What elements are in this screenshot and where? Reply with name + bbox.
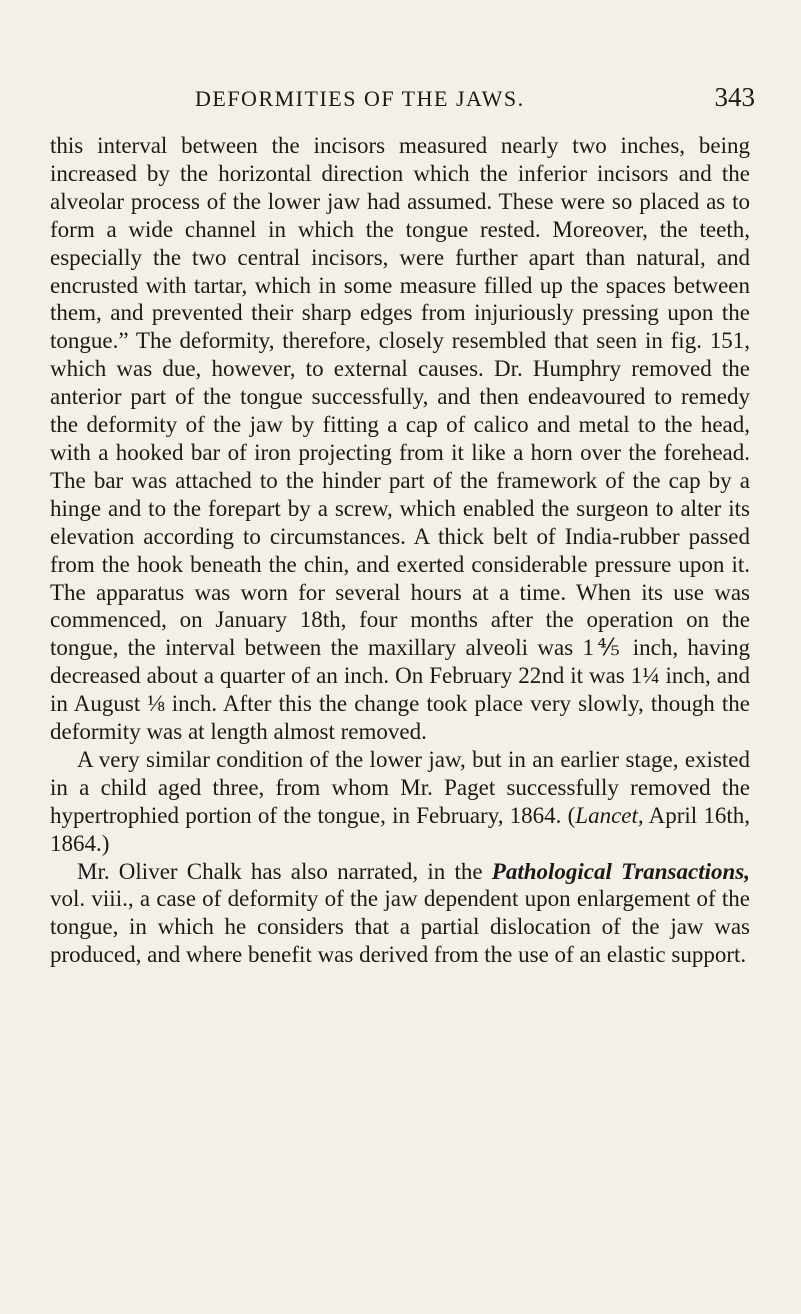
- running-title: DEFORMITIES OF THE JAWS.: [195, 86, 525, 111]
- citation-date: April 16th, 1864.): [50, 802, 750, 856]
- paragraph-text: Mr. Oliver Chalk has also narrated, in the: [77, 858, 492, 884]
- paragraph: this interval between the incisors measured nearly two inches, being increased by the horizontal direction which the inferior incisors and the alveolar process of the lower jaw had assumed. These were so placed as to form a wide channel in which the tongue rested. Moreover, the teeth, especially the two central incisors, were further apart than natural, and encrusted with tartar, which in some measure filled up the spaces between them, and prevented their sharp edges from injuriously pressing upon the tongue.” The deformity, therefore, closely resembled that seen in fig. 151, which was due, however, to external causes. Dr. Humphry removed the anterior part of the tongue successfully, and then endeavoured to remedy the deformity of the jaw by fitting a cap of calico and metal to the head, with a hooked bar of iron projecting from it like a horn over the forehead. The bar was attached to the hinder part of the framework of the cap by a hinge and to the forepart by a screw, which enabled the surgeon to alter its elevation according to circumstances. A thick belt of India-rubber passed from the hook beneath the chin, and exerted considerable pressure upon it. The apparatus was worn for several hours at a time. When its use was commenced, on January 18th, four months after the operation on the tongue, the interval between the maxillary alveoli was 1⅘ inch, having decreased about a quarter of an inch. On February 22nd it was 1¼ inch, and in August ⅛ inch. After this the change took place very slowly, though the deformity was at length almost removed.: [50, 133, 750, 745]
- paragraph-text: vol. viii., a case of deformity of the jaw dependent upon enlargement of the tongue, in which he considers that a partial dislocation of the jaw was produced, and where benefit was derived from the use of an elastic support.: [50, 886, 750, 968]
- citation-journal: Lancet,: [575, 802, 644, 828]
- page-number: 343: [714, 82, 755, 112]
- journal-title: Pathological Transactions,: [491, 858, 750, 884]
- paragraph-text: A very similar condition of the lower jaw, but in an earlier stage, existed in a child aged three, from whom Mr. Paget successfully removed the hypertrophied portion of the tongue, in February, 1864. (: [50, 746, 750, 828]
- paragraph: [50, 858, 750, 970]
- paragraph: [50, 746, 750, 858]
- body-text: [50, 132, 750, 969]
